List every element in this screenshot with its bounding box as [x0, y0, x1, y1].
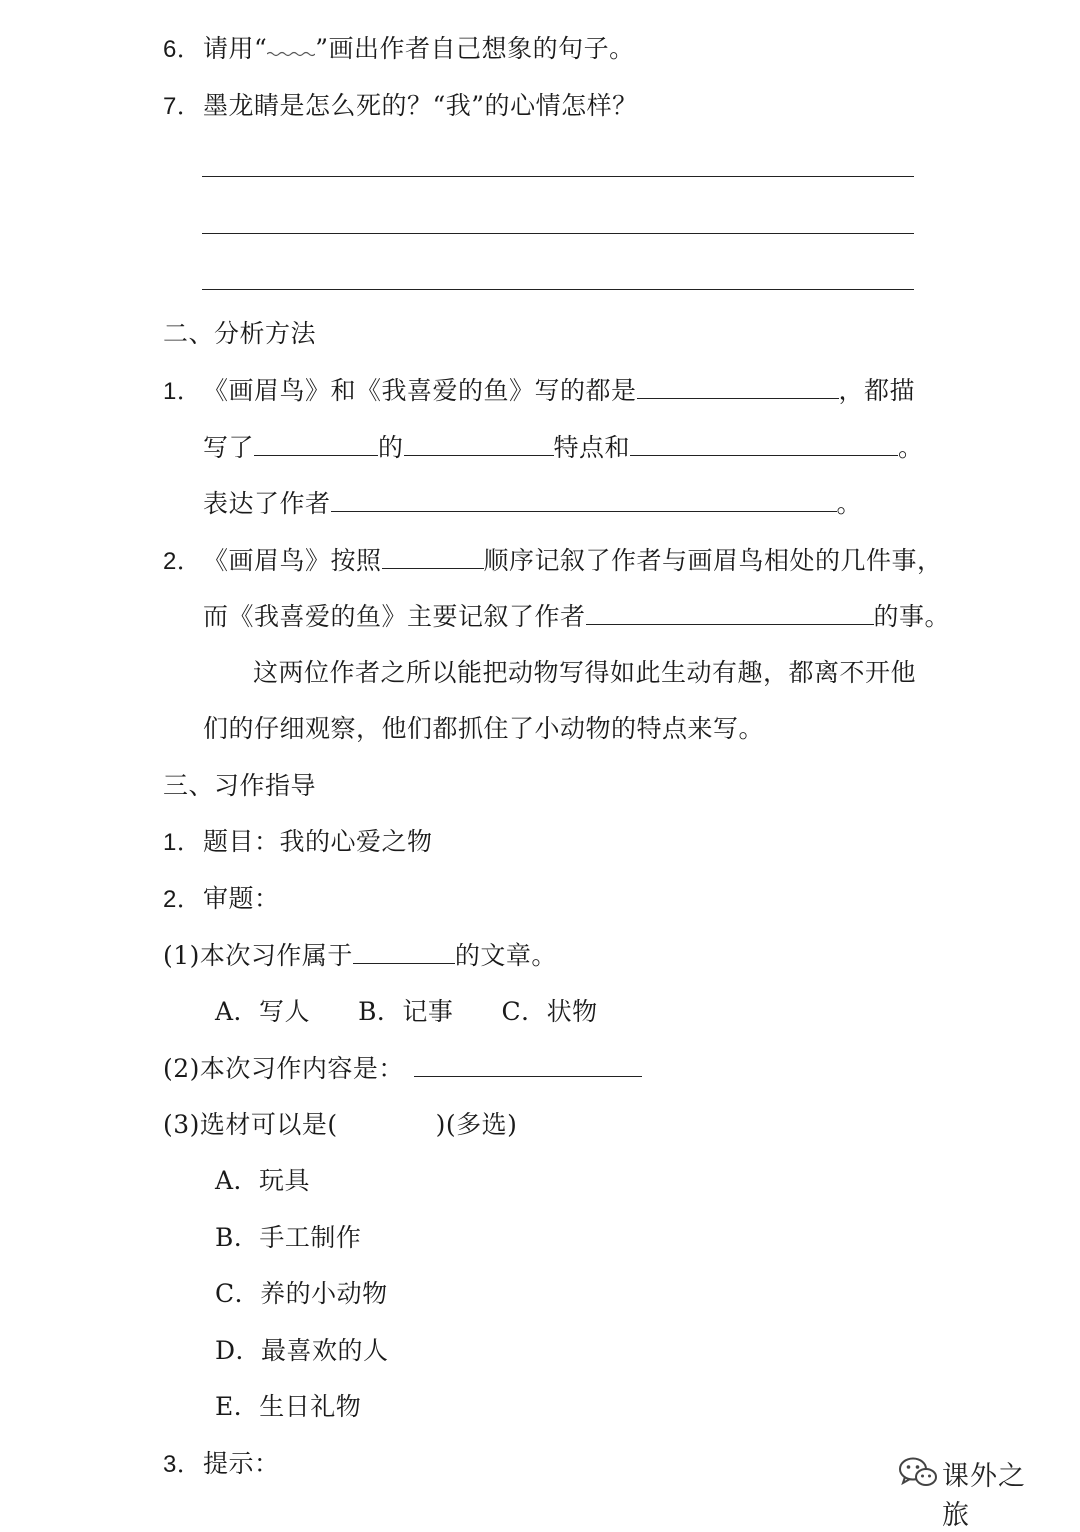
blank-sub2[interactable] [414, 1052, 642, 1077]
sub1-option-b[interactable]: B．记事 [358, 997, 454, 1026]
s3-question-3 [163, 1448, 280, 1481]
sub2-text: (2)本次习作内容是： [163, 1054, 404, 1083]
blank-s2q1-1[interactable] [637, 374, 839, 399]
s2q2-text-c: 而《我喜爱的鱼》主要记叙了作者 [203, 602, 586, 631]
s3q2-text: 审题： [203, 884, 280, 913]
sub3-option-a[interactable]: A．玩具 [215, 1166, 311, 1195]
sub3-option-c[interactable]: C．养的小动物 [215, 1279, 388, 1308]
answer-line-1[interactable] [202, 176, 914, 177]
question-6 [163, 33, 635, 66]
sub1-text-b: 的文章。 [454, 941, 557, 970]
s2-question-1-line-2 [203, 431, 924, 464]
wechat-icon [898, 1456, 938, 1490]
question-6-text-pre: 请用“ [203, 34, 268, 63]
sub3-option-e[interactable]: E．生日礼物 [215, 1392, 362, 1421]
sub3-option-b[interactable]: B．手工制作 [215, 1223, 362, 1252]
section-2-title: 二、分析方法 [163, 319, 317, 348]
s2-question-2-line-2 [203, 600, 950, 633]
s2q1-text-b: ，都描 [838, 376, 916, 405]
s2q2-text-b: 顺序记叙了作者与画眉鸟相处的几件事， [483, 546, 943, 575]
s2-question-2-line-1 [163, 544, 943, 578]
summary-line-1: 这两位作者之所以能把动物写得如此生动有趣，都离不开他 [253, 658, 917, 687]
s3-question-3-number: 3． [163, 1451, 202, 1478]
wavy-underline-sample [267, 33, 315, 57]
summary-line-2: 们的仔细观察，他们都抓住了小动物的特点来写。 [203, 714, 765, 743]
sub1-option-a[interactable]: A．写人 [215, 997, 311, 1026]
s2q1-text-e: 特点和 [553, 433, 631, 462]
answer-line-2[interactable] [202, 233, 914, 234]
blank-s2q1-4[interactable] [630, 431, 898, 456]
s3-question-2-number: 2． [163, 886, 202, 913]
s3-question-1-number: 1． [163, 829, 202, 856]
s2q1-text-a: 《画眉鸟》和《我喜爱的鱼》写的都是 [203, 376, 637, 405]
section-3-title: 三、习作指导 [163, 771, 317, 800]
question-7-text: 墨龙睛是怎么死的？“我”的心情怎样？ [203, 91, 638, 120]
s2q1-text-c: 写了 [203, 433, 255, 462]
sub-question-2 [163, 1052, 642, 1085]
watermark-text: 课外之旅 [942, 1461, 1026, 1531]
question-7 [163, 90, 638, 123]
blank-s2q2-1[interactable] [382, 544, 484, 569]
s3-question-2 [163, 883, 280, 916]
question-6-number: 6． [163, 36, 202, 63]
sub1-option-c[interactable]: C．状物 [501, 997, 598, 1026]
watermark [898, 1452, 1048, 1531]
blank-s2q1-5[interactable] [331, 487, 837, 512]
question-7-number: 7． [163, 93, 202, 120]
sub-question-1 [163, 939, 557, 972]
s2-question-1-number: 1． [163, 378, 202, 405]
s2q1-text-g: 表达了作者 [203, 489, 331, 518]
sub1-text-a: (1)本次习作属于 [163, 941, 353, 970]
sub3-option-d[interactable]: D．最喜欢的人 [215, 1336, 389, 1365]
blank-sub1[interactable] [353, 939, 455, 964]
blank-s2q1-3[interactable] [404, 431, 554, 456]
s2-question-2-number: 2． [163, 548, 202, 575]
blank-s2q2-2[interactable] [586, 600, 874, 625]
sub3-text-a: (3)选材可以是( [163, 1110, 338, 1139]
answer-line-3[interactable] [202, 289, 914, 290]
s2-question-1-line-1 [163, 374, 915, 408]
s2q1-text-f: 。 [898, 433, 924, 462]
sub3-text-b: )(多选) [435, 1110, 518, 1139]
sub1-options [215, 996, 598, 1028]
s2q2-text-d: 的事。 [873, 602, 951, 631]
blank-s2q1-2[interactable] [254, 431, 378, 456]
s2q1-text-h: 。 [836, 489, 863, 518]
s3q1-text: 题目：我的心爱之物 [203, 827, 433, 856]
s3q3-text: 提示： [203, 1449, 280, 1478]
s3-question-1 [163, 826, 433, 859]
s2q1-text-d: 的 [378, 433, 404, 462]
question-6-text-post: ”画出作者自己想象的句子。 [315, 34, 635, 63]
s2q2-text-a: 《画眉鸟》按照 [203, 546, 382, 575]
sub-question-3 [163, 1109, 517, 1141]
s2-question-1-line-3 [203, 487, 862, 520]
